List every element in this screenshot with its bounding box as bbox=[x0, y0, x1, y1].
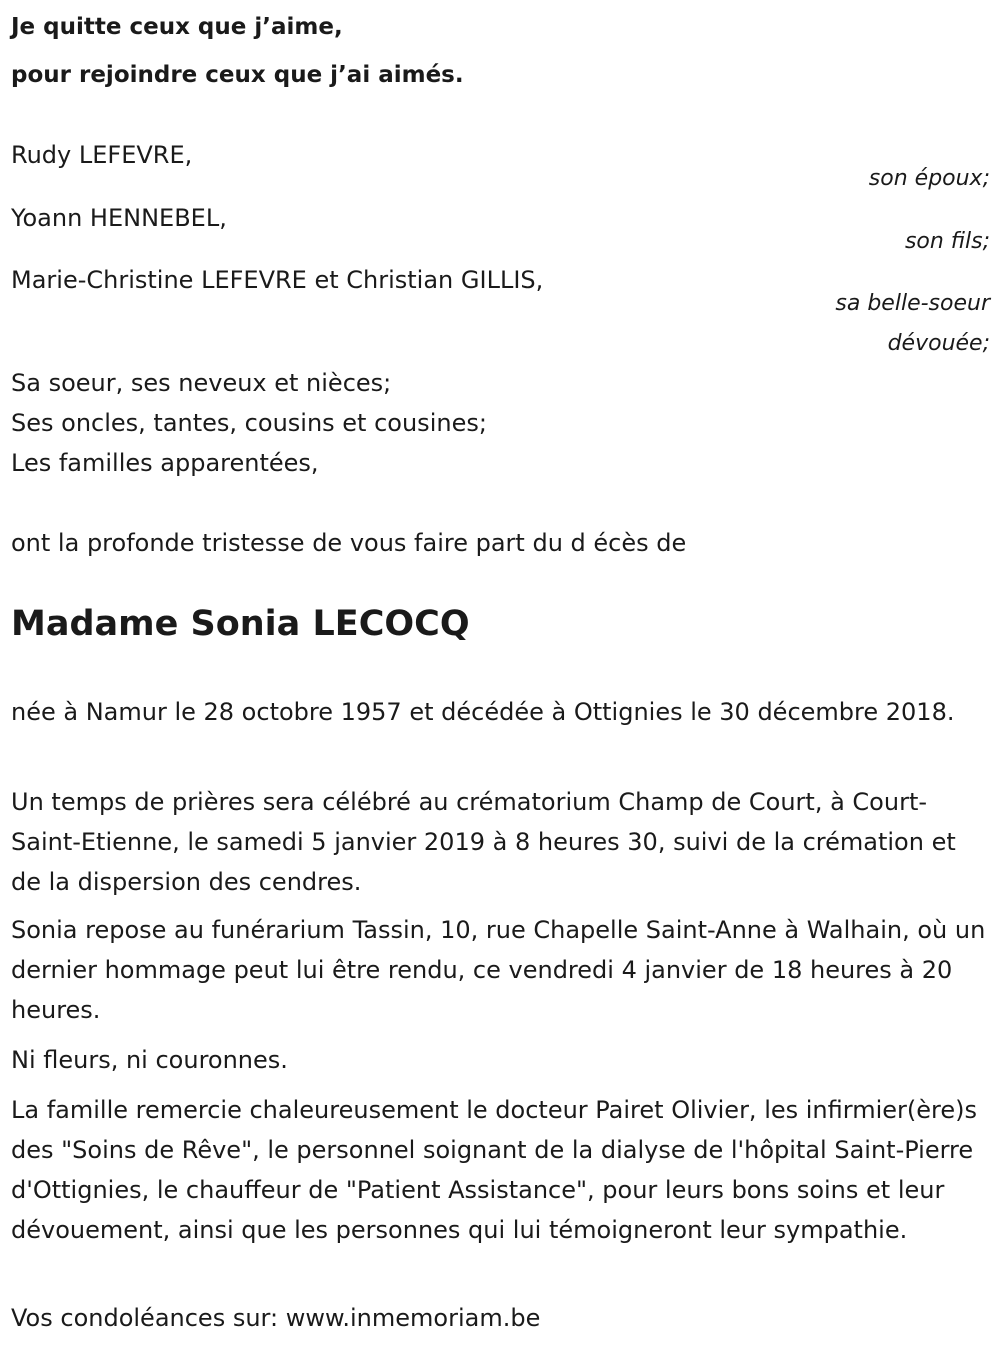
epigraph-line-2: pour rejoindre ceux que j’ai aimés. bbox=[11, 62, 464, 88]
family-line-3: Les familles apparentées, bbox=[11, 449, 319, 477]
mourner-role-3-line-1: sa belle-soeur bbox=[835, 291, 990, 316]
announcement-text: ont la profonde tristesse de vous faire part du d écès de bbox=[11, 529, 687, 557]
mourner-role-1: son époux; bbox=[868, 166, 990, 191]
condolences-paragraph: Vos condoléances sur: www.inmemoriam.be bbox=[11, 1304, 541, 1332]
mourner-name-3: Marie-Christine LEFEVRE et Christian GILLIS, bbox=[11, 266, 544, 294]
mourner-name-1: Rudy LEFEVRE, bbox=[11, 141, 193, 169]
thanks-paragraph: La famille remercie chaleureusement le docteur Pairet Olivier, les infirmier(ère)s des "Soins de Rêve", le personnel soignant de la dialyse de l'hôpital Saint-Pierre d'Ottignies, le chauffeur de "Patient Assistance", pour leurs bons soins et leur dévouement, ainsi que les personnes qui lui témoigneront leur sympathie. bbox=[11, 1096, 977, 1244]
family-line-1: Sa soeur, ses neveux et nièces; bbox=[11, 369, 392, 397]
mourner-role-2: son fils; bbox=[904, 229, 990, 254]
funerarium-paragraph: Sonia repose au funérarium Tassin, 10, rue Chapelle Saint-Anne à Walhain, où un dernier hommage peut lui être rendu, ce vendredi 4 janvier de 18 heures à 20 heures. bbox=[11, 916, 986, 1024]
deceased-name: Madame Sonia LECOCQ bbox=[11, 604, 470, 644]
birth-death-paragraph: née à Namur le 28 octobre 1957 et décédée à Ottignies le 30 décembre 2018. bbox=[11, 698, 955, 726]
mourner-name-2: Yoann HENNEBEL, bbox=[11, 204, 227, 232]
no-flowers-paragraph: Ni fleurs, ni couronnes. bbox=[11, 1046, 288, 1074]
epigraph-line-1: Je quitte ceux que j’aime, bbox=[11, 14, 343, 40]
family-line-2: Ses oncles, tantes, cousins et cousines; bbox=[11, 409, 487, 437]
ceremony-paragraph: Un temps de prières sera célébré au crématorium Champ de Court, à Court-Saint-Etienne, le samedi 5 janvier 2019 à 8 heures 30, suivi de la crémation et de la dispersion des cendres. bbox=[11, 788, 956, 896]
mourner-role-3-line-2: dévouée; bbox=[887, 331, 990, 356]
